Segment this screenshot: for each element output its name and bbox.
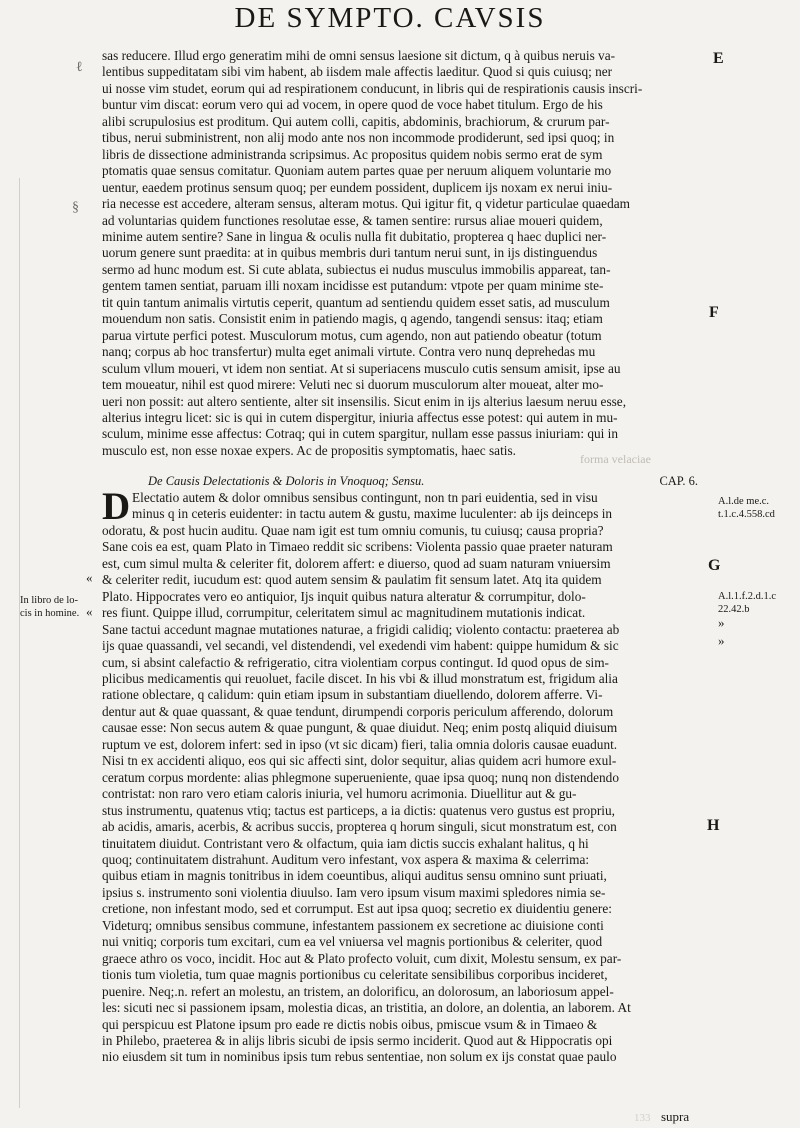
text-line: tinuitatem diuidut. Contristant vero & olfactum, quia iam dictis succis exhalant halitus, q hi: [102, 835, 589, 851]
text-line: nio eiusdem sit tum in nominibus ipsis tum rebus sententiae, non solum ex ijs constat quae paulo: [102, 1049, 617, 1065]
text-line: Plato. Hippocrates vero eo antiquior, Ijs inquit quibus natura alteratur & corrumpitur, dolo-: [102, 588, 586, 604]
chapter-title: De Causis Delectationis & Doloris in Vnoquoq; Sensu.: [148, 474, 425, 488]
text-line: dentur aut & quae quassant, & quae tendunt, dirumpendi corporis periculum afferendo, dolorum: [102, 703, 614, 719]
text-line: ratione oblectare, q calidum: quin etiam ipsum in substantiam diuellendo, dolorem afferre. Vi-: [102, 687, 603, 703]
text-line: causae esse: Non secus autem & quae pungunt, & quae diuidut. Neq; enim postq aliquid diuisum: [102, 720, 618, 736]
text-line: plicibus medicamentis qui reuoluet, facile discet. In his vbi & illud monstratum est, frigidum alia: [102, 670, 618, 686]
text-line: minime autem sentire? Sane in lingua & oculis nulla fit dubitatio, propterea q haec duplici ner-: [102, 228, 607, 244]
text-line: ui nosse vim studet, eorum qui ad respirationem conducunt, in libris qui de respirationis causis inscri-: [102, 80, 643, 96]
chapter-label: CAP. 6.: [659, 474, 698, 488]
text-line: mouendum non satis. Consistit enim in patiendo magis, q agendo, tangendi sensus: itaq; etiam: [102, 311, 603, 327]
text-line: cretione, non infestant modo, sed et corrumput. Est aut ipsa quoq; secretio ex diuidentiu genere:: [102, 901, 612, 917]
running-head: DE SYMPTO. CAVSIS: [234, 2, 546, 34]
text-line: contristat: non raro vero etiam caloris iniuria, vel humoru acrimonia. Diuellitur aut & gu-: [102, 786, 577, 802]
text-line: sculum, minime esse affectus: Cotraq; qui in cutem spargitur, nullam esse passus iniuriam: qui in: [102, 426, 618, 442]
text-line: buntur vim discat: eorum vero qui ad vocem, in opere quod de voce habet titulum. Ergo de his: [102, 97, 603, 113]
text-line: quoq; continuitatem distrahunt. Auditum vero infestant, vox aspera & maxima & celerrima:: [102, 851, 590, 867]
text-line: ueri non possit: aut altero sentiente, alter sit insensilis. Sicut enim in ijs alterius laesum neruu esse,: [102, 393, 627, 409]
catchword: supra: [661, 1109, 690, 1124]
left-margin-note-line: In libro de lo-: [20, 595, 79, 606]
pencil-mark: §: [72, 200, 79, 215]
paragraph-2: [102, 485, 710, 1066]
section-letter-g: G: [708, 557, 721, 574]
text-line: Electatio autem & dolor omnibus sensibus contingunt, non tn pari euidentia, sed in visu: [132, 490, 598, 505]
quote-mark-right: »: [718, 633, 725, 648]
right-margin-note-line: A.l.de me.c.: [718, 496, 770, 507]
text-line: sas reducere. Illud ergo generatim mihi de omni sensus laesione sit dictum, q à quibus neruis va-: [102, 48, 616, 63]
right-margin-note-line: A.l.1.f.2.d.1.c: [718, 591, 777, 602]
text-line: tem moueatur, nihil est quod mirere: Veluti nec si duorum musculorum alter moueat, alter mo-: [102, 377, 604, 393]
right-margin-note-line: t.1.c.4.558.cd: [718, 509, 775, 520]
right-margin-note-2: [718, 590, 798, 616]
margin-rule: [19, 178, 20, 1108]
text-line: quibus etiam in magnis tonitribus in idem coeuntibus, aliqui auditus sensu omnino sunt priuati,: [102, 868, 607, 884]
text-line: Sane tactui accedunt magnae mutationes naturae, a frigidi calidiq; violento contactu: praeterea ab: [102, 621, 620, 637]
drop-cap: D: [102, 485, 131, 528]
right-margin-note-line: 22.42.b: [718, 604, 750, 615]
text-line: stus instrumentu, quatenus vtiq; tactus est particeps, a ia dictis: quatenus vero gustus est propriu,: [102, 802, 615, 818]
folio-ghost: 133: [634, 1112, 651, 1124]
quote-mark-right: »: [718, 615, 725, 630]
text-line: puenire. Neq;.n. refert an molestu, an tristem, an dolorificu, an dolorosum, an laboriosum appel-: [102, 983, 614, 999]
text-line: qui perspicuu est Platone ipsum pro eade re dictis nobis oibus, pmiscue vsum & in Timaeo &: [102, 1016, 598, 1032]
text-line: sermo ad hunc modum est. Si cute ablata, subiectus ei nudus musculus immobilis appareat, tan-: [102, 261, 611, 277]
text-line: nanq; corpus ab hoc transfertur) multa eget animali virtute. Contra vero nunq deprehedas mu: [102, 344, 596, 360]
text-line: ijs quae quassandi, vel secandi, vel distendendi, vel exedendi vim habent: quippe humidum & sic: [102, 638, 619, 654]
text-line: ruptum ve est, dolorem infert: sed in ipso (vt sic dicam) fieri, talia omnia doloris causae euadunt.: [102, 736, 618, 752]
text-line: est, cum simul multa & celeriter fit, dolorem affert: e diuerso, quod ad suam naturam vniuersim: [102, 555, 611, 571]
text-line: sculum vllum moueri, vt idem non sentiat. At si superiacens musculo cutis sensum amisit, ipse au: [102, 360, 621, 376]
right-margin-note-1: [718, 495, 798, 521]
text-line: uentur, eaedem protinus sensum quoq; per eundem possident, duplicem ijs noxam ex nerui iniu-: [102, 179, 613, 195]
text-line: tibus, nerui subministrent, non alij modo ante nos non incommode prodiderunt, sed ipsi quoq; in: [102, 130, 615, 146]
text-line: Sane cois ea est, quam Plato in Timaeo reddit sic scribens: Violenta passio quae praeter naturam: [102, 539, 613, 555]
text-line: alterius integru licet: sic is qui in cutem dispergitur, iniuria affectus esse potest: qui autem in mu-: [102, 409, 618, 425]
text-line: alibi scrupulosius est proditum. Qui autem colli, capitis, abdominis, brachiorum, & crurum par-: [102, 113, 610, 129]
text-line: graece athro os voco, incidit. Hoc aut & Plato profecto voluit, cum dixit, Molestu sensum, ex par-: [102, 950, 622, 966]
text-line: Videturq; omnibus sensibus commune, infestantem passionem ex secretione ac diuisione conti: [102, 917, 604, 933]
text-line: ipsius s. instrumento soni violentia diuulso. Iam vero ipsum visum maximi spledores nimia se-: [102, 884, 606, 900]
text-line: uorum genere sunt praedita: at in quibus membris duri tantum nerui sunt, in ijs distinguendus: [102, 245, 598, 261]
text-line: cum, si absint calefactio & refrigeratio, citra violentiam corpus contingut. Id quod opus de sim-: [102, 654, 609, 670]
section-letter-f: F: [709, 304, 719, 321]
text-line: tionis tum violetia, tum quae magnis portionibus cu celeritate sensibilibus corporibus incideret,: [102, 967, 608, 983]
section-letter-e: E: [713, 50, 724, 67]
text-line: res fiunt. Quippe illud, corrumpitur, celeritatem simul ac magnitudinem mutationis indicat.: [102, 605, 586, 621]
text-line: odoratu, & post hucin auditu. Quae nam igit est tum omniu comunis, tu cuiusq; causa propria?: [102, 522, 604, 538]
text-line: ria necesse est accedere, alteram sensus, alteram motus. Qui igitur fit, q videtur particulae quaedam: [102, 196, 630, 212]
text-line: ptomatis quae sensus comitatur. Quoniam autem partes quae per neruum aliquem voluntarie mo: [102, 163, 612, 179]
text-line: nui vnitiq; corporis tum excitari, cum ea vel vniuersa vel magnis portionibus & celeriter, quod: [102, 934, 603, 950]
text-line: ad voluntarias quidem functiones resolutae esse, & tamen sentire: rursus aliae moueri quidem,: [102, 212, 603, 228]
chapter-heading: [148, 474, 698, 489]
text-line: Nisi tn ex accidenti aliquo, eos qui sic affecti sint, dolor sequitur, alias quidem acri humore exul-: [102, 753, 617, 769]
pencil-mark: ℓ: [76, 60, 83, 75]
text-line: tit quin tantum animalis virtutis ceperit, quantum ad sentiendu quidem esset satis, ad musculum: [102, 294, 610, 310]
left-margin-note-line: cis in homine.: [20, 608, 80, 619]
section-letter-h: H: [707, 817, 720, 834]
text-line: les: sicuti nec si passionem ipsam, molestia dicas, an tristitia, an dolore, an dolentia, an laborem. At: [102, 1000, 631, 1016]
text-line: lentibus suppeditatam sibi vim habent, ab iisdem male affectis laeditur. Quod si quis cuiusq; ner: [102, 64, 613, 80]
text-line: & celeriter redit, iucudum est: quod autem sensim & paulatim fit sensum latet. Atq ita quidem: [102, 572, 602, 588]
paragraph-1: [102, 48, 710, 459]
text-line: ceratum corpus mordente: alias phlegmone superueniente, quae ipsa quoq; nunq non distendendo: [102, 769, 619, 785]
quote-mark: «: [86, 604, 93, 619]
text-line: musculo est, non esse noxae expers. Ac de propositis symptomatis, haec satis.: [102, 442, 516, 458]
quote-mark: «: [86, 570, 93, 585]
text-line: libris de dissectione administranda scripsimus. Ac propositus quidem nobis sermo erat de sym: [102, 146, 603, 162]
text-line: minus q in ceteris euidenter: in tactu autem & gustu, maxime luculenter: ab ijs deinceps in: [132, 506, 613, 522]
text-line: parua virtute perfici potest. Musculorum motus, cum agendo, non aut patiendo obeatur (totum: [102, 327, 602, 343]
text-line: ab acidis, amaris, acerbis, & acribus succis, propterea q horum singuli, sicut monstratum est, con: [102, 819, 617, 835]
text-line: in Philebo, praeterea & in alijs libris sicubi de ipsis sermo inciderit. Quod aut & Hippocratis opi: [102, 1032, 613, 1048]
show-through-text: forma velaciae: [580, 452, 651, 466]
text-line: gentem tamen sentiat, paruam illi noxam incidisse est putandum: vtpote per quam minime ste-: [102, 278, 604, 294]
